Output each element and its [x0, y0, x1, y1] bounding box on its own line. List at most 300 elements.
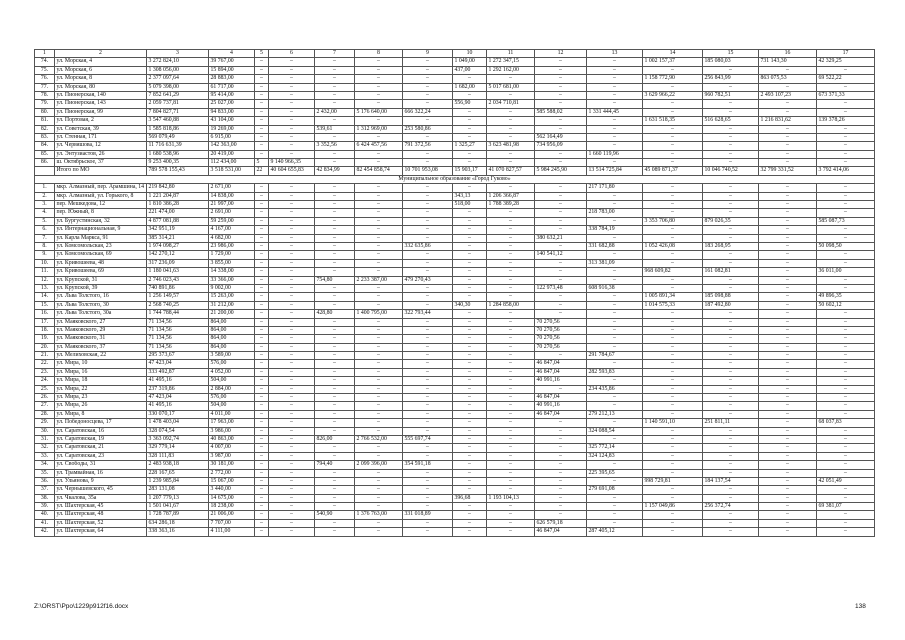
table-cell: –: [535, 150, 587, 158]
table-cell: 1 216 831,62: [759, 117, 817, 125]
table-cell: 7.: [35, 234, 55, 242]
table-cell: 15 903,17: [453, 167, 487, 175]
table-cell: –: [587, 494, 643, 502]
table-cell: –: [355, 352, 403, 360]
table-cell: –: [269, 461, 315, 469]
table-row: [35, 394, 875, 402]
table-cell: –: [759, 108, 817, 116]
table-row: [35, 226, 875, 234]
table-cell: –: [315, 477, 355, 485]
table-cell: –: [315, 259, 355, 267]
table-cell: –: [269, 242, 315, 250]
table-cell: –: [535, 435, 587, 443]
table-cell: 1 585 818,86: [147, 125, 209, 133]
table-cell: –: [355, 318, 403, 326]
table-cell: –: [817, 343, 875, 351]
table-cell: 2 483 938,18: [147, 461, 209, 469]
table-row: [35, 184, 875, 192]
table-cell: –: [269, 184, 315, 192]
table-cell: –: [703, 494, 759, 502]
table-row: [35, 293, 875, 301]
table-cell: ул. Червяшова, 12: [55, 142, 147, 150]
table-cell: 2 766 532,00: [355, 435, 403, 443]
table-cell: –: [315, 117, 355, 125]
table-cell: ул. Стенная, 171: [55, 133, 147, 141]
table-cell: –: [453, 360, 487, 368]
table-cell: 2: [55, 50, 147, 58]
table-cell: 61 717,00: [209, 83, 255, 91]
table-cell: 354 591,18: [403, 461, 453, 469]
table-cell: –: [269, 108, 315, 116]
table-cell: 317 236,09: [147, 259, 209, 267]
table-row: [35, 201, 875, 209]
table-cell: 161 082,81: [703, 268, 759, 276]
table-cell: –: [643, 461, 703, 469]
table-cell: –: [817, 209, 875, 217]
table-cell: –: [315, 503, 355, 511]
table-cell: –: [453, 444, 487, 452]
table-cell: –: [315, 226, 355, 234]
table-cell: 1 140 591,10: [643, 419, 703, 427]
table-cell: ул. Ульянова, 9: [55, 477, 147, 485]
table-cell: 9: [403, 50, 453, 58]
table-cell: –: [643, 352, 703, 360]
table-cell: –: [535, 201, 587, 209]
table-cell: ул. Морская, 80: [55, 83, 147, 91]
table-cell: –: [315, 360, 355, 368]
table-cell: –: [355, 242, 403, 250]
table-cell: 13: [587, 50, 643, 58]
table-cell: –: [453, 469, 487, 477]
table-cell: ул. Победоносцева, 17: [55, 419, 147, 427]
table-row: [35, 503, 875, 511]
table-cell: –: [403, 394, 453, 402]
table-cell: 791 372,56: [403, 142, 453, 150]
table-cell: –: [703, 469, 759, 477]
table-cell: –: [817, 201, 875, 209]
table-cell: 626 579,18: [535, 519, 587, 527]
table-cell: 576,00: [209, 394, 255, 402]
table-cell: 4 167,00: [209, 226, 255, 234]
table-row: [35, 477, 875, 485]
table-cell: ул. Шахтерская, 52: [55, 519, 147, 527]
table-cell: –: [453, 511, 487, 519]
table-cell: 39 767,00: [209, 58, 255, 66]
table-cell: –: [703, 108, 759, 116]
table-cell: 13 514 725,84: [587, 167, 643, 175]
table-cell: 331 018,89: [403, 511, 453, 519]
table-cell: 30.: [35, 427, 55, 435]
table-cell: 46 847,04: [535, 368, 587, 376]
table-row: [35, 217, 875, 225]
table-cell: ул. Мелиховская, 22: [55, 352, 147, 360]
table-cell: 15.: [35, 301, 55, 309]
table-cell: –: [269, 83, 315, 91]
table-cell: 14 838,00: [209, 192, 255, 200]
table-cell: 22.: [35, 360, 55, 368]
table-cell: –: [269, 519, 315, 527]
table-cell: –: [255, 402, 269, 410]
table-cell: ул. Льва Толстого, 30а: [55, 310, 147, 318]
table-cell: –: [643, 410, 703, 418]
table-cell: –: [587, 435, 643, 443]
table-cell: –: [315, 234, 355, 242]
table-row: [35, 318, 875, 326]
table-cell: –: [817, 461, 875, 469]
table-cell: –: [759, 528, 817, 536]
section-row: [35, 175, 875, 183]
table-cell: –: [759, 494, 817, 502]
table-cell: 291 784,67: [587, 352, 643, 360]
table-cell: –: [355, 192, 403, 200]
table-row: [35, 259, 875, 267]
table-cell: –: [643, 427, 703, 435]
table-cell: –: [403, 360, 453, 368]
table-cell: –: [643, 83, 703, 91]
table-cell: –: [703, 142, 759, 150]
table-cell: ул. Трамвайная, 16: [55, 469, 147, 477]
table-cell: –: [453, 259, 487, 267]
table-cell: 46 847,04: [535, 360, 587, 368]
table-cell: –: [817, 226, 875, 234]
table-cell: 26.: [35, 394, 55, 402]
table-cell: –: [355, 268, 403, 276]
table-cell: –: [487, 75, 535, 83]
table-cell: –: [643, 310, 703, 318]
table-cell: –: [255, 133, 269, 141]
table-cell: –: [269, 528, 315, 536]
table-cell: 18.: [35, 326, 55, 334]
table-cell: –: [535, 91, 587, 99]
table-cell: –: [817, 444, 875, 452]
table-cell: 50 602,12: [817, 301, 875, 309]
table-cell: –: [453, 352, 487, 360]
table-cell: –: [315, 100, 355, 108]
table-cell: 4 682,00: [209, 234, 255, 242]
table-cell: –: [487, 242, 535, 250]
table-cell: 2 099 396,00: [355, 461, 403, 469]
table-cell: –: [535, 427, 587, 435]
table-cell: –: [587, 419, 643, 427]
table-cell: –: [535, 310, 587, 318]
table-cell: –: [269, 435, 315, 443]
table-cell: –: [643, 435, 703, 443]
table-cell: 185 080,03: [703, 58, 759, 66]
table-cell: 251 811,11: [703, 419, 759, 427]
table-cell: –: [355, 385, 403, 393]
table-cell: 13.: [35, 284, 55, 292]
table-cell: –: [703, 184, 759, 192]
table-cell: –: [817, 435, 875, 443]
table-cell: –: [643, 528, 703, 536]
table-cell: 4 052,00: [209, 368, 255, 376]
table-cell: –: [703, 133, 759, 141]
table-cell: –: [759, 83, 817, 91]
table-cell: –: [355, 58, 403, 66]
table-cell: 437,00: [453, 66, 487, 74]
table-cell: –: [403, 301, 453, 309]
table-cell: ул. Пионерская, 99: [55, 108, 147, 116]
table-cell: 9 140 966,35: [269, 159, 315, 167]
table-cell: –: [269, 75, 315, 83]
table-cell: –: [403, 159, 453, 167]
table-cell: –: [535, 259, 587, 267]
table-cell: 10 701 953,08: [403, 167, 453, 175]
table-cell: 1 810 386,28: [147, 201, 209, 209]
table-cell: 5 079 398,00: [147, 83, 209, 91]
table-cell: –: [643, 368, 703, 376]
table-cell: –: [759, 259, 817, 267]
table-cell: 4.: [35, 209, 55, 217]
table-cell: –: [817, 66, 875, 74]
table-cell: –: [403, 133, 453, 141]
table-cell: –: [587, 310, 643, 318]
table-cell: –: [487, 360, 535, 368]
table-cell: 585 087,73: [817, 217, 875, 225]
table-cell: 4 877 081,88: [147, 217, 209, 225]
register-table: [34, 49, 875, 537]
table-cell: –: [759, 385, 817, 393]
table-cell: ул. Маяковского, 37: [55, 343, 147, 351]
table-cell: –: [643, 226, 703, 234]
table-cell: 5 984 245,90: [535, 167, 587, 175]
table-cell: –: [255, 435, 269, 443]
table-cell: –: [269, 343, 315, 351]
table-cell: 1 272 347,15: [487, 58, 535, 66]
table-cell: 864,00: [209, 326, 255, 334]
table-cell: –: [403, 83, 453, 91]
table-cell: –: [703, 394, 759, 402]
table-cell: 1 005 891,34: [643, 293, 703, 301]
table-cell: 479 270,43: [403, 276, 453, 284]
table-cell: ул. Льва Толстого, 16: [55, 293, 147, 301]
table-cell: –: [269, 268, 315, 276]
table-cell: –: [315, 242, 355, 250]
table-cell: –: [355, 410, 403, 418]
table-cell: –: [269, 452, 315, 460]
table-cell: 332 635,86: [403, 242, 453, 250]
table-cell: –: [535, 159, 587, 167]
table-cell: 338 784,19: [587, 226, 643, 234]
table-cell: 228 167,65: [147, 469, 209, 477]
table-cell: 17: [817, 50, 875, 58]
table-cell: 428,80: [315, 310, 355, 318]
table-cell: –: [817, 276, 875, 284]
table-row: [35, 419, 875, 427]
table-cell: 40.: [35, 511, 55, 519]
table-cell: –: [587, 293, 643, 301]
table-cell: –: [453, 226, 487, 234]
table-row: [35, 360, 875, 368]
table-cell: –: [759, 159, 817, 167]
table-cell: –: [643, 100, 703, 108]
table-cell: –: [255, 444, 269, 452]
table-cell: –: [255, 83, 269, 91]
table-cell: –: [453, 419, 487, 427]
table-cell: –: [403, 402, 453, 410]
table-cell: –: [453, 402, 487, 410]
table-cell: 23.: [35, 368, 55, 376]
table-cell: –: [315, 301, 355, 309]
table-cell: –: [403, 410, 453, 418]
table-cell: –: [703, 100, 759, 108]
table-cell: –: [355, 377, 403, 385]
table-cell: –: [535, 511, 587, 519]
table-cell: –: [817, 511, 875, 519]
table-cell: –: [487, 352, 535, 360]
table-row: [35, 83, 875, 91]
table-cell: 7 707,00: [209, 519, 255, 527]
table-cell: 43 104,00: [209, 117, 255, 125]
table-cell: 28 883,00: [209, 75, 255, 83]
table-cell: –: [759, 402, 817, 410]
table-cell: –: [255, 511, 269, 519]
table-cell: –: [315, 133, 355, 141]
table-cell: –: [269, 427, 315, 435]
table-cell: –: [535, 419, 587, 427]
table-cell: 217 171,80: [587, 184, 643, 192]
table-cell: –: [487, 117, 535, 125]
table-cell: –: [535, 352, 587, 360]
table-cell: –: [255, 352, 269, 360]
table-cell: –: [315, 410, 355, 418]
table-cell: –: [487, 159, 535, 167]
table-cell: ул. Советская, 39: [55, 125, 147, 133]
table-cell: 15 894,00: [209, 66, 255, 74]
table-cell: –: [487, 368, 535, 376]
table-cell: –: [403, 326, 453, 334]
table-cell: –: [535, 75, 587, 83]
table-cell: ул. Мира, 16: [55, 368, 147, 376]
table-cell: 287 405,12: [587, 528, 643, 536]
table-cell: –: [269, 226, 315, 234]
table-cell: –: [453, 394, 487, 402]
table-cell: –: [759, 452, 817, 460]
table-cell: –: [487, 335, 535, 343]
table-cell: –: [587, 394, 643, 402]
table-cell: 8.: [35, 242, 55, 250]
table-cell: ул. Кривошеева, 48: [55, 259, 147, 267]
table-cell: –: [315, 444, 355, 452]
table-cell: 79.: [35, 100, 55, 108]
table-cell: –: [355, 66, 403, 74]
table-cell: 71 134,56: [147, 335, 209, 343]
table-cell: –: [355, 368, 403, 376]
table-row: [35, 469, 875, 477]
table-cell: 1 292 162,00: [487, 66, 535, 74]
table-cell: –: [587, 511, 643, 519]
table-cell: 112 434,00: [209, 159, 255, 167]
table-cell: 279 691,08: [587, 486, 643, 494]
table-cell: –: [817, 452, 875, 460]
table-cell: –: [535, 477, 587, 485]
table-cell: 83.: [35, 133, 55, 141]
table-cell: 2 377 097,64: [147, 75, 209, 83]
table-cell: 39.: [35, 503, 55, 511]
table-cell: ул. Пионерская, 143: [55, 100, 147, 108]
table-cell: –: [355, 293, 403, 301]
table-cell: –: [587, 268, 643, 276]
table-cell: 1 308 056,00: [147, 66, 209, 74]
table-header-row: [35, 50, 875, 58]
table-cell: 40 991,16: [535, 402, 587, 410]
table-cell: 6 915,00: [209, 133, 255, 141]
table-cell: –: [643, 326, 703, 334]
table-cell: 6 424 457,56: [355, 142, 403, 150]
table-cell: –: [355, 100, 403, 108]
table-cell: –: [355, 133, 403, 141]
table-cell: –: [703, 234, 759, 242]
table-cell: –: [817, 259, 875, 267]
table-cell: –: [255, 360, 269, 368]
table-cell: 539,61: [315, 125, 355, 133]
table-cell: –: [269, 318, 315, 326]
table-row: [35, 335, 875, 343]
table-cell: ул. Пионерская, 140: [55, 91, 147, 99]
table-cell: –: [487, 343, 535, 351]
table-cell: 2 691,00: [209, 209, 255, 217]
table-cell: 70 270,56: [535, 335, 587, 343]
table-cell: –: [453, 310, 487, 318]
table-cell: 4 011,00: [209, 410, 255, 418]
table-cell: –: [355, 427, 403, 435]
table-cell: 33 366,00: [209, 276, 255, 284]
table-cell: ул. Энтузиастов, 26: [55, 150, 147, 158]
table-cell: 16.: [35, 310, 55, 318]
table-cell: 2 671,00: [209, 184, 255, 192]
table-cell: –: [315, 192, 355, 200]
table-cell: –: [487, 184, 535, 192]
table-cell: –: [255, 310, 269, 318]
table-cell: 10.: [35, 259, 55, 267]
table-cell: 3 792 414,06: [817, 167, 875, 175]
table-cell: 5: [255, 50, 269, 58]
table-cell: –: [535, 503, 587, 511]
table-cell: –: [759, 469, 817, 477]
table-cell: –: [759, 192, 817, 200]
table-cell: –: [817, 352, 875, 360]
table-cell: –: [255, 477, 269, 485]
table-cell: 342 951,19: [147, 226, 209, 234]
table-cell: –: [759, 234, 817, 242]
table-cell: –: [403, 66, 453, 74]
table-cell: –: [269, 251, 315, 259]
table-cell: ул. Морская, 4: [55, 58, 147, 66]
table-cell: 2 432,00: [315, 108, 355, 116]
table-cell: 19 269,00: [209, 125, 255, 133]
table-cell: –: [487, 377, 535, 385]
table-cell: –: [403, 469, 453, 477]
table-cell: 77.: [35, 83, 55, 91]
table-cell: –: [817, 494, 875, 502]
table-cell: 516 628,65: [703, 117, 759, 125]
table-cell: 2 493 107,23: [759, 91, 817, 99]
table-row: [35, 242, 875, 250]
table-cell: –: [703, 159, 759, 167]
table-cell: –: [703, 360, 759, 368]
table-cell: –: [355, 528, 403, 536]
table-cell: –: [355, 234, 403, 242]
table-cell: –: [587, 117, 643, 125]
table-cell: –: [535, 276, 587, 284]
table-cell: ул. Интернациональная, 9: [55, 226, 147, 234]
table-cell: –: [643, 394, 703, 402]
table-cell: 80.: [35, 108, 55, 116]
table-cell: –: [487, 276, 535, 284]
table-cell: 14 675,00: [209, 494, 255, 502]
table-cell: 85.: [35, 150, 55, 158]
table-cell: –: [315, 209, 355, 217]
